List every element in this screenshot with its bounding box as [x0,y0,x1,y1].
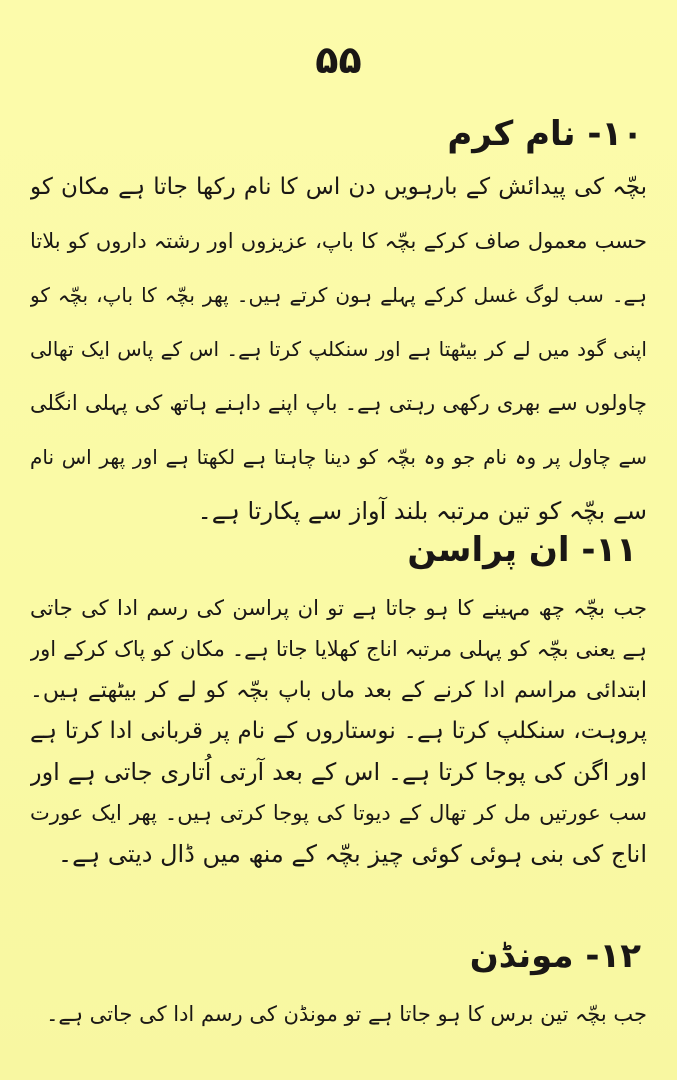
text-line: پروہت، سنکلپ کرتا ہے۔ نوستاروں کے نام پر قربانی ادا کرتا ہے [30,718,647,744]
text-line: اناج کی بنی ہوئی کوئی چیز بچّہ کے منھ میں ڈال دیتی ہے۔ [58,840,647,868]
text-line: جب بچّہ تین برس کا ہو جاتا ہے تو مونڈن کی رسم ادا کی جاتی ہے۔ [46,1002,647,1026]
section-heading-ann-prasan: ۱۱- ان پراسن [407,530,637,570]
text-line: بچّہ کی پیدائش کے بارہویں دن اس کا نام رکھا جاتا ہے مکان کو [30,174,647,200]
text-line: چاولوں سے بھری رکھی رہتی ہے۔ باپ اپنے داہنے ہاتھ کی پہلی انگلی [30,391,647,415]
text-line: اور اگن کی پوجا کرتا ہے۔ اس کے بعد آرتی اُتاری جاتی ہے اور [30,758,647,786]
text-line: ہے یعنی بچّہ کو پہلی مرتبہ اناج کھلایا جاتا ہے۔ مکان کو پاک کرکے اور [30,637,647,661]
text-line: ابتدائی مراسم ادا کرنے کے بعد ماں باپ بچّہ کو لے کر بیٹھتے ہیں۔ [30,678,647,703]
text-line: سب عورتیں مل کر تھال کے دیوتا کی پوجا کرتی ہیں۔ پھر ایک عورت [30,801,647,825]
paragraph-ann-prasan [30,588,647,875]
paragraph-mundan [30,994,647,1034]
text-line: حسب معمول صاف کرکے بچّہ کا باپ، عزیزوں اور رشتہ داروں کو بلاتا [30,229,647,253]
text-line: ہے۔ سب لوگ غسل کرکے پہلے ہون کرتے ہیں۔ پھر بچّہ کا باپ، بچّہ کو [30,283,647,307]
text-line: اپنی گود میں لے کر بیٹھتا ہے اور سنکلپ کرتا ہے۔ اس کے پاس ایک تھالی [30,337,647,361]
text-line: جب بچّہ چھ مہینے کا ہو جاتا ہے تو ان پراسن کی رسم ادا کی جاتی [30,596,647,620]
text-line: سے چاول پر وہ نام جو وہ بچّہ کو دینا چاہتا ہے لکھتا ہے اور پھر اس نام [30,445,647,469]
paragraph-naam-karam [30,160,647,538]
section-heading-mundan: ۱۲- مونڈن [469,936,641,976]
page-number: ۵۵ [315,38,362,82]
section-heading-naam-karam: ۱۰- نام کرم [447,114,643,154]
text-line: سے بچّہ کو تین مرتبہ بلند آواز سے پکارتا ہے۔ [197,497,647,525]
